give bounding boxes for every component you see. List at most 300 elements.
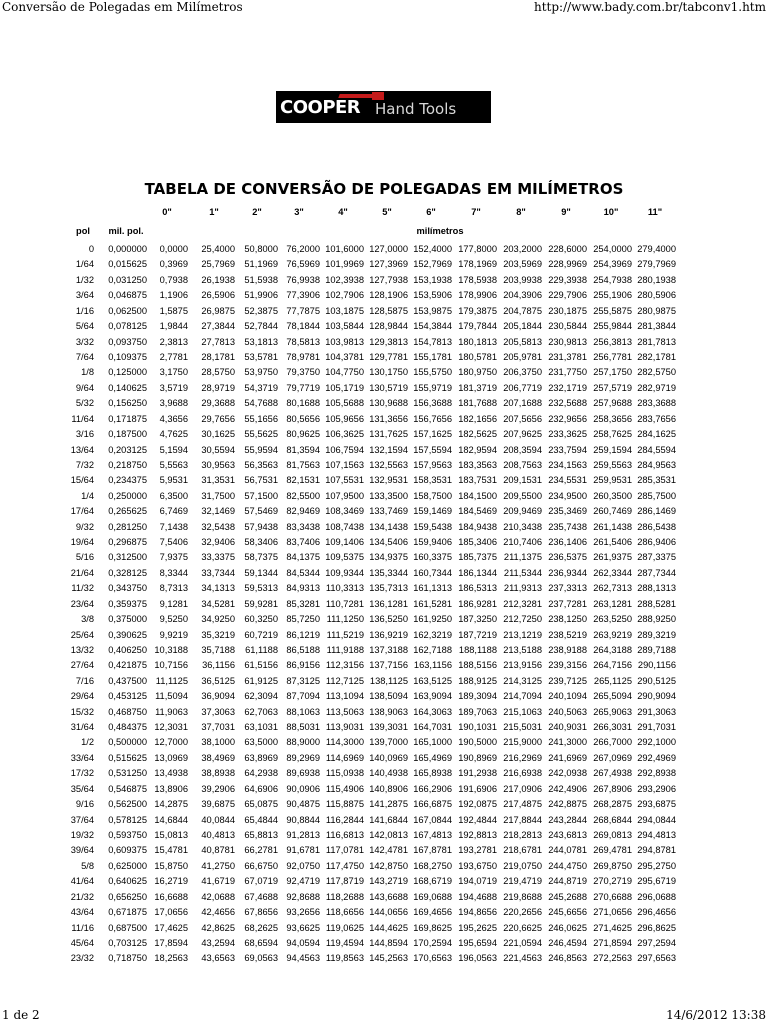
millimeter-cell: 292,4969 — [637, 752, 676, 763]
millimeter-cell: 145,2563 — [369, 953, 408, 964]
millimeter-cell: 11,1125 — [155, 675, 188, 686]
decimal-inch-cell: 0,203125 — [108, 444, 147, 455]
millimeter-cell: 129,7781 — [369, 351, 408, 362]
decimal-inch-cell: 0,640625 — [108, 876, 147, 887]
millimeter-cell: 267,0969 — [593, 752, 632, 763]
millimeter-cell: 203,2000 — [503, 244, 542, 254]
millimeter-cell: 40,4813 — [201, 830, 235, 840]
millimeter-cell: 134,1438 — [369, 521, 408, 532]
millimeter-cell: 144,4625 — [369, 922, 408, 933]
millimeter-cell: 61,9125 — [244, 675, 278, 686]
fraction-cell: 9/64 — [75, 382, 94, 393]
millimeter-cell: 30,5594 — [201, 444, 235, 455]
millimeter-cell: 77,3906 — [286, 290, 320, 301]
millimeter-cell: 259,1594 — [593, 444, 632, 455]
logo-suffix-text: Hand Tools — [375, 100, 457, 118]
millimeter-cell: 294,4813 — [637, 830, 676, 840]
millimeter-cell: 41,2750 — [201, 860, 235, 871]
millimeter-cell: 179,3875 — [458, 305, 497, 316]
millimeter-cell: 133,3500 — [369, 490, 408, 501]
millimeter-cell: 77,7875 — [286, 305, 320, 316]
millimeter-cell: 88,5031 — [286, 722, 320, 732]
millimeter-cell: 66,2781 — [244, 845, 278, 856]
millimeter-cell: 34,5281 — [201, 598, 235, 609]
millimeters-column-header: milímetros — [416, 226, 464, 236]
millimeter-cell: 35,3219 — [201, 629, 235, 640]
millimeter-cell: 238,1250 — [548, 614, 587, 625]
millimeter-cell: 78,1844 — [286, 321, 320, 332]
millimeter-cell: 280,9875 — [637, 305, 676, 316]
millimeter-cell: 4,7625 — [159, 429, 188, 439]
millimeter-cell: 256,3813 — [593, 336, 632, 347]
millimeter-cell: 33,7344 — [201, 567, 235, 578]
millimeter-cell: 55,9594 — [244, 444, 278, 455]
millimeter-cell: 191,6906 — [458, 783, 497, 794]
browser-url: http://www.bady.com.br/tabconv1.htm — [534, 0, 766, 14]
millimeter-cell: 138,1125 — [369, 675, 408, 686]
millimeter-cell: 113,9031 — [325, 722, 364, 732]
millimeter-cell: 84,5344 — [286, 567, 320, 578]
millimeter-cell: 7,9375 — [159, 552, 188, 563]
millimeter-cell: 10,7156 — [154, 660, 188, 671]
millimeter-cell: 189,3094 — [458, 691, 497, 702]
millimeter-cell: 231,3781 — [548, 351, 587, 362]
millimeter-cell: 165,1000 — [413, 737, 452, 748]
millimeter-cell: 118,2688 — [325, 891, 364, 902]
millimeter-cell: 63,1031 — [244, 722, 278, 732]
millimeter-cell: 61,5156 — [244, 660, 278, 671]
fraction-cell: 17/32 — [70, 768, 94, 779]
millimeter-cell: 141,2875 — [369, 799, 408, 810]
decimal-inch-cell: 0,312500 — [108, 552, 147, 563]
millimeter-cell: 132,1594 — [369, 444, 408, 455]
millimeter-cell: 43,2594 — [201, 937, 235, 948]
millimeter-cell: 66,6750 — [244, 860, 278, 871]
millimeter-cell: 279,4000 — [637, 244, 676, 254]
millimeter-cell: 282,9719 — [637, 382, 676, 393]
millimeter-cell: 166,6875 — [413, 799, 452, 810]
millimeter-cell: 157,5594 — [413, 444, 452, 455]
millimeter-cell: 135,3344 — [369, 567, 408, 578]
millimeter-cell: 26,1938 — [201, 274, 235, 285]
millimeter-cell: 168,6719 — [413, 876, 452, 887]
millimeter-cell: 90,0906 — [286, 783, 320, 794]
millimeter-cell: 237,3313 — [548, 583, 587, 594]
millimeter-cell: 281,3844 — [637, 321, 676, 332]
millimeter-cell: 94,0594 — [286, 937, 320, 948]
millimeter-cell: 8,7313 — [159, 583, 188, 594]
millimeter-cell: 168,2750 — [413, 860, 452, 871]
millimeter-cell: 115,8875 — [325, 799, 364, 810]
millimeter-cell: 196,0563 — [458, 953, 497, 964]
decimal-inch-cell: 0,625000 — [108, 860, 147, 871]
millimeter-cell: 38,4969 — [201, 752, 235, 763]
millimeter-cell: 114,3000 — [325, 737, 364, 748]
millimeter-cell: 272,2563 — [593, 953, 632, 964]
millimeter-cell: 158,7500 — [413, 490, 452, 501]
millimeter-cell: 36,5125 — [201, 675, 235, 686]
fraction-cell: 1/2 — [81, 737, 94, 748]
decimal-inch-cell: 0,109375 — [108, 351, 147, 362]
table-row — [0, 550, 768, 565]
millimeter-cell: 264,7156 — [593, 660, 632, 671]
millimeter-cell: 271,0656 — [593, 907, 632, 918]
table-row — [0, 319, 768, 334]
millimeter-cell: 81,3594 — [286, 444, 320, 455]
millimeter-cell: 221,4563 — [503, 953, 542, 964]
millimeter-cell: 11,5094 — [155, 691, 188, 702]
millimeter-cell: 182,9594 — [458, 444, 497, 455]
table-row — [0, 843, 768, 858]
table-row — [0, 828, 768, 843]
table-row — [0, 689, 768, 704]
decimal-inch-cell: 0,015625 — [108, 259, 147, 270]
millimeter-cell: 178,9906 — [458, 290, 497, 301]
millimeter-cell: 213,5188 — [503, 644, 542, 655]
table-row — [0, 951, 768, 966]
millimeter-cell: 258,3656 — [593, 413, 632, 424]
millimeter-cell: 79,7719 — [286, 382, 320, 393]
millimeter-cell: 181,7688 — [458, 398, 497, 409]
fraction-cell: 21/64 — [70, 567, 94, 578]
decimal-inch-cell: 0,656250 — [108, 891, 147, 902]
table-row — [0, 705, 768, 720]
millimeter-cell: 65,8813 — [244, 830, 278, 840]
millimeter-cell: 169,0688 — [413, 891, 452, 902]
millimeter-cell: 137,3188 — [369, 644, 408, 655]
millimeter-cell: 118,6656 — [325, 907, 364, 918]
millimeter-cell: 188,9125 — [458, 675, 497, 686]
millimeter-cell: 161,1313 — [413, 583, 452, 594]
millimeter-cell: 290,9094 — [637, 691, 676, 702]
millimeter-cell: 297,6563 — [637, 953, 676, 964]
millimeter-cell: 195,6594 — [458, 937, 497, 948]
fraction-cell: 39/64 — [70, 845, 94, 856]
table-row — [0, 242, 768, 257]
millimeter-cell: 113,5063 — [325, 706, 364, 717]
millimeter-cell: 169,8625 — [413, 922, 452, 933]
millimeter-cell: 188,5156 — [458, 660, 497, 671]
millimeter-cell: 284,1625 — [637, 429, 676, 439]
millimeter-cell: 209,1531 — [503, 475, 542, 486]
millimeter-cell: 244,0781 — [548, 845, 587, 856]
millimeter-cell: 180,5781 — [458, 351, 497, 362]
millimeter-cell: 269,8750 — [593, 860, 632, 871]
table-row — [0, 257, 768, 272]
millimeter-cell: 259,9531 — [593, 475, 632, 486]
millimeter-cell: 260,3500 — [593, 490, 632, 501]
table-row — [0, 443, 768, 458]
fraction-cell: 11/16 — [71, 922, 94, 933]
fraction-cell: 43/64 — [70, 907, 94, 918]
fraction-cell: 45/64 — [70, 937, 94, 948]
fraction-cell: 1/32 — [75, 274, 94, 285]
table-row — [0, 936, 768, 951]
millimeter-cell: 78,9781 — [286, 351, 320, 362]
millimeter-cell: 27,3844 — [201, 321, 235, 332]
decimal-inch-cell: 0,406250 — [108, 644, 147, 655]
pol-column-header: pol — [76, 226, 90, 236]
millimeter-cell: 204,3906 — [503, 290, 542, 301]
millimeter-cell: 268,2875 — [593, 799, 632, 810]
millimeter-cell: 67,4688 — [244, 891, 278, 902]
millimeter-cell: 51,5938 — [244, 274, 278, 285]
millimeter-cell: 134,9375 — [369, 552, 408, 563]
decimal-inch-cell: 0,390625 — [108, 629, 147, 640]
millimeter-cell: 271,8594 — [593, 937, 632, 948]
millimeter-cell: 293,6875 — [637, 799, 676, 810]
inch-header-7: 7" — [471, 207, 481, 217]
fraction-cell: 1/16 — [75, 305, 94, 316]
millimeter-cell: 254,0000 — [593, 244, 632, 254]
millimeter-cell: 291,7031 — [637, 722, 676, 732]
millimeter-cell: 263,1281 — [593, 598, 632, 609]
fraction-cell: 27/64 — [70, 660, 94, 671]
millimeter-cell: 8,3344 — [159, 567, 188, 578]
millimeter-cell: 27,7813 — [201, 336, 235, 347]
millimeter-cell: 263,5250 — [593, 614, 632, 625]
table-row — [0, 597, 768, 612]
millimeter-cell: 279,7969 — [637, 259, 676, 270]
millimeter-cell: 241,6969 — [548, 752, 587, 763]
millimeter-cell: 30,9563 — [201, 459, 235, 470]
inch-header-2: 2" — [252, 207, 262, 217]
millimeter-cell: 103,9813 — [325, 336, 364, 347]
millimeter-cell: 60,7219 — [244, 629, 278, 640]
millimeter-cell: 288,1313 — [637, 583, 676, 594]
millimeter-cell: 232,1719 — [548, 382, 587, 393]
millimeter-cell: 209,5500 — [503, 490, 542, 501]
millimeter-cell: 232,9656 — [548, 413, 587, 424]
millimeter-cell: 3,1750 — [159, 367, 188, 378]
millimeter-cell: 105,5688 — [325, 398, 364, 409]
millimeter-cell: 293,2906 — [637, 783, 676, 794]
millimeter-cell: 142,4781 — [369, 845, 408, 856]
millimeter-cell: 195,2625 — [458, 922, 497, 933]
millimeter-cell: 158,3531 — [413, 475, 452, 486]
logo-brand-text: COOPER — [280, 97, 361, 118]
millimeter-cell: 26,5906 — [201, 290, 235, 301]
millimeter-cell: 194,0719 — [458, 876, 497, 887]
fraction-cell: 3/8 — [81, 614, 94, 625]
fraction-cell: 19/64 — [70, 537, 94, 547]
millimeter-cell: 130,9688 — [369, 398, 408, 409]
millimeter-cell: 13,0969 — [154, 752, 188, 763]
decimal-inch-cell: 0,546875 — [108, 783, 147, 794]
millimeter-cell: 12,7000 — [154, 737, 188, 748]
millimeter-cell: 114,6969 — [325, 752, 364, 763]
millimeter-cell: 157,9563 — [413, 459, 452, 470]
millimeter-cell: 142,0813 — [369, 830, 408, 840]
millimeter-cell: 60,3250 — [244, 614, 278, 625]
table-row — [0, 396, 768, 411]
table-row — [0, 273, 768, 288]
inch-header-11: 11" — [647, 207, 663, 217]
millimeter-cell: 245,2688 — [548, 891, 587, 902]
millimeter-cell: 31,7500 — [201, 490, 235, 501]
millimeter-cell: 243,6813 — [548, 830, 587, 840]
millimeter-cell: 104,3781 — [325, 351, 364, 362]
millimeter-cell: 285,7500 — [637, 490, 676, 501]
millimeter-cell: 240,1094 — [548, 691, 587, 702]
millimeter-cell: 264,3188 — [593, 644, 632, 655]
millimeter-cell: 165,4969 — [413, 752, 452, 763]
inch-header-3: 3" — [294, 207, 304, 217]
millimeter-cell: 28,5750 — [201, 367, 235, 378]
millimeter-cell: 83,7406 — [286, 537, 320, 547]
millimeter-cell: 56,3563 — [244, 459, 278, 470]
millimeter-cell: 1,5875 — [159, 305, 188, 316]
millimeter-cell: 194,4688 — [458, 891, 497, 902]
fraction-cell: 17/64 — [70, 506, 94, 517]
millimeter-cell: 84,1375 — [286, 552, 320, 563]
millimeter-cell: 88,9000 — [286, 737, 320, 748]
millimeter-cell: 50,8000 — [244, 244, 278, 254]
millimeter-cell: 102,7906 — [325, 290, 364, 301]
millimeter-cell: 116,6813 — [325, 830, 364, 840]
decimal-inch-cell: 0,031250 — [108, 274, 147, 285]
millimeter-cell: 119,4594 — [325, 937, 364, 948]
millimeter-cell: 36,9094 — [201, 691, 235, 702]
millimeter-cell: 80,5656 — [286, 413, 320, 424]
decimal-inch-cell: 0,359375 — [108, 598, 147, 609]
millimeter-cell: 216,2969 — [503, 752, 542, 763]
fraction-cell: 35/64 — [70, 783, 94, 794]
millimeter-cell: 64,6906 — [244, 783, 278, 794]
millimeter-cell: 29,7656 — [201, 413, 235, 424]
millimeter-cell: 63,8969 — [244, 752, 278, 763]
millimeter-cell: 282,1781 — [637, 351, 676, 362]
fraction-cell: 9/32 — [75, 521, 94, 532]
decimal-inch-cell: 0,343750 — [108, 583, 147, 594]
millimeter-cell: 14,2875 — [154, 799, 188, 810]
millimeter-cell: 18,2563 — [154, 953, 188, 964]
millimeter-cell: 57,5469 — [244, 506, 278, 517]
fraction-cell: 37/64 — [70, 814, 94, 825]
millimeter-cell: 194,8656 — [458, 907, 497, 918]
millimeter-cell: 184,5469 — [458, 506, 497, 517]
inch-header-1: 1" — [209, 207, 219, 217]
millimeter-cell: 179,7844 — [458, 321, 497, 332]
millimeter-cell: 1,9844 — [159, 321, 188, 332]
millimeter-cell: 188,1188 — [458, 644, 497, 655]
millimeter-cell: 129,3813 — [369, 336, 408, 347]
millimeter-cell: 254,7938 — [593, 274, 632, 285]
millimeter-cell: 42,0688 — [201, 891, 235, 902]
millimeter-cell: 2,3813 — [159, 336, 188, 347]
fraction-cell: 7/32 — [75, 459, 94, 470]
millimeter-cell: 280,1938 — [637, 274, 676, 285]
millimeter-cell: 184,9438 — [458, 521, 497, 532]
table-row — [0, 643, 768, 658]
millimeter-cell: 182,1656 — [458, 413, 497, 424]
millimeter-cell: 59,9281 — [244, 598, 278, 609]
millimeter-cell: 40,0844 — [201, 814, 235, 825]
millimeter-cell: 108,7438 — [325, 521, 364, 532]
millimeter-cell: 296,4656 — [637, 907, 676, 918]
millimeter-cell: 235,3469 — [548, 506, 587, 517]
millimeter-cell: 208,3594 — [503, 444, 542, 455]
fraction-cell: 3/16 — [75, 429, 94, 439]
inch-header-0: 0" — [162, 207, 172, 217]
millimeter-cell: 57,1500 — [244, 490, 278, 501]
fraction-cell: 31/64 — [70, 722, 94, 732]
millimeter-cell: 213,1219 — [503, 629, 542, 640]
millimeter-cell: 117,8719 — [325, 876, 364, 887]
millimeter-cell: 82,9469 — [286, 506, 320, 517]
millimeter-cell: 283,7656 — [637, 413, 676, 424]
millimeter-cell: 214,7094 — [503, 691, 542, 702]
millimeter-cell: 9,5250 — [159, 614, 188, 625]
decimal-inch-cell: 0,375000 — [108, 614, 147, 625]
millimeter-cell: 228,6000 — [548, 244, 587, 254]
millimeter-cell: 6,7469 — [159, 506, 188, 517]
millimeter-cell: 221,0594 — [503, 937, 542, 948]
fraction-cell: 29/64 — [70, 691, 94, 702]
millimeter-cell: 230,1875 — [548, 305, 587, 316]
millimeter-cell: 16,6688 — [154, 891, 188, 902]
millimeter-cell: 11,9063 — [155, 706, 188, 717]
millimeter-cell: 296,0688 — [637, 891, 676, 902]
millimeter-cell: 157,1625 — [413, 429, 452, 439]
millimeter-cell: 57,9438 — [244, 521, 278, 532]
millimeter-cell: 90,4875 — [286, 799, 320, 810]
decimal-inch-cell: 0,062500 — [108, 305, 147, 316]
millimeter-cell: 64,2938 — [244, 768, 278, 779]
decimal-inch-cell: 0,453125 — [108, 691, 147, 702]
millimeter-cell: 32,1469 — [201, 506, 235, 517]
millimeter-cell: 167,4813 — [413, 830, 452, 840]
decimal-inch-cell: 0,593750 — [108, 830, 147, 840]
millimeter-cell: 206,3750 — [503, 367, 542, 378]
millimeter-cell: 42,8625 — [201, 922, 235, 933]
table-row — [0, 720, 768, 735]
millimeter-cell: 152,4000 — [413, 244, 452, 254]
millimeter-cell: 217,4875 — [503, 799, 542, 810]
millimeter-cell: 127,3969 — [369, 259, 408, 270]
millimeter-cell: 32,9406 — [201, 537, 235, 547]
millimeter-cell: 115,4906 — [325, 783, 364, 794]
millimeter-cell: 236,5375 — [548, 552, 587, 563]
millimeter-cell: 211,5344 — [503, 567, 542, 578]
decimal-inch-cell: 0,500000 — [108, 737, 147, 748]
millimeter-cell: 287,3375 — [637, 552, 676, 563]
millimeter-cell: 193,2781 — [458, 845, 497, 856]
millimeter-cell: 290,5125 — [637, 675, 676, 686]
fraction-cell: 1/8 — [81, 367, 94, 378]
millimeter-cell: 59,1344 — [244, 567, 278, 578]
millimeter-cell: 3,5719 — [159, 382, 188, 393]
millimeter-cell: 140,8906 — [369, 783, 408, 794]
millimeter-cell: 39,2906 — [201, 783, 235, 794]
millimeter-cell: 137,7156 — [369, 660, 408, 671]
millimeter-cell: 65,0875 — [244, 799, 278, 810]
millimeter-cell: 108,3469 — [325, 506, 364, 517]
millimeter-cell: 233,7594 — [548, 444, 587, 455]
millimeter-cell: 255,5875 — [593, 305, 632, 316]
millimeter-cell: 215,5031 — [503, 722, 542, 732]
millimeter-cell: 0,0000 — [159, 244, 188, 254]
millimeter-cell: 3,9688 — [159, 398, 188, 409]
millimeter-cell: 216,6938 — [503, 768, 542, 779]
millimeter-cell: 242,0938 — [548, 768, 587, 779]
millimeter-cell: 94,4563 — [286, 953, 320, 964]
fraction-cell: 23/32 — [70, 953, 94, 964]
millimeter-cell: 128,9844 — [369, 321, 408, 332]
millimeter-cell: 161,5281 — [413, 598, 452, 609]
millimeter-cell: 218,2813 — [503, 830, 542, 840]
fraction-cell: 1/4 — [81, 490, 94, 501]
